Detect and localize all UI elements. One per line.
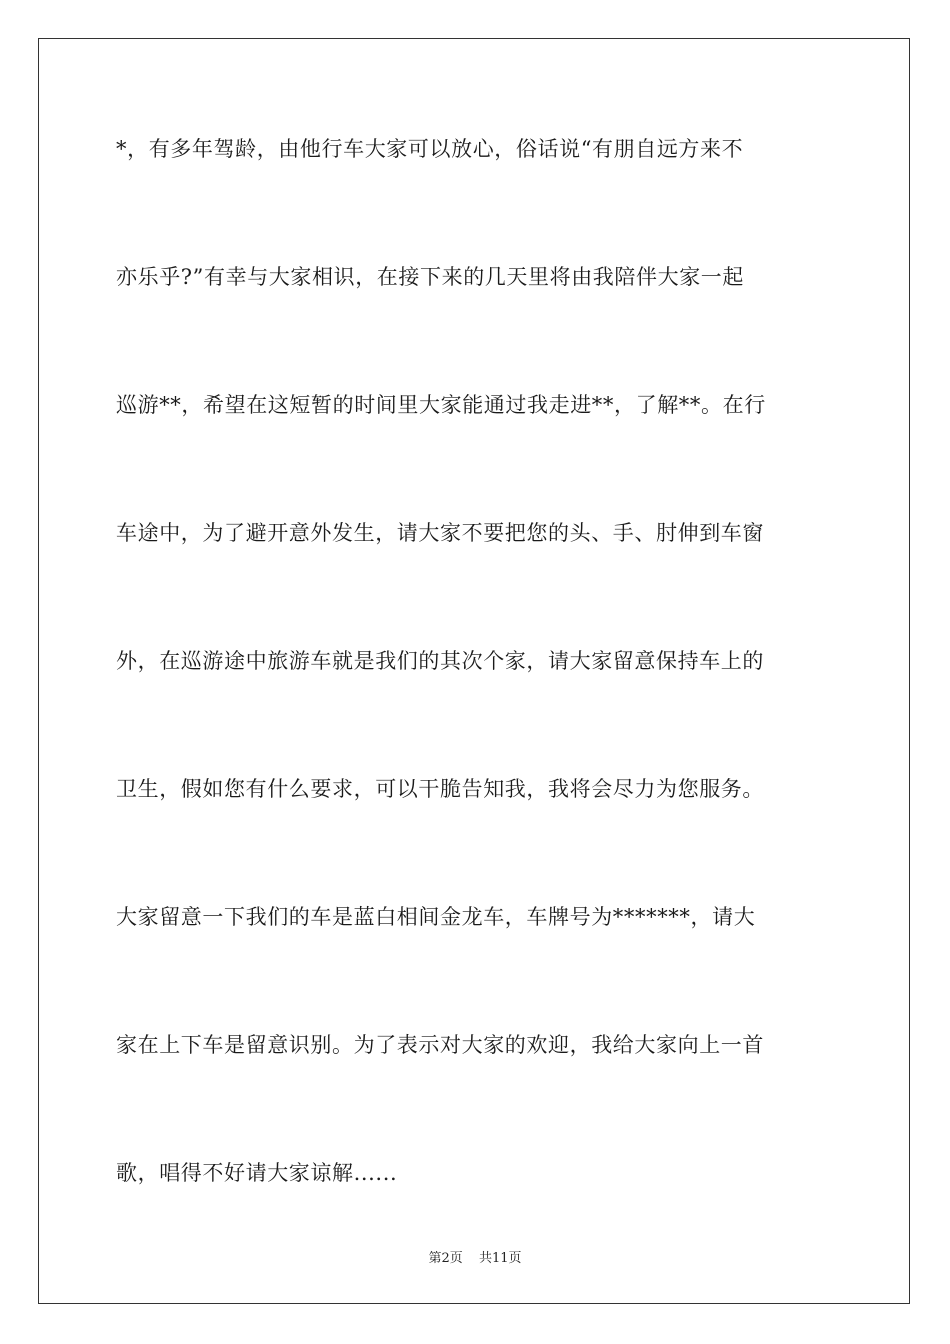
- text-line: 卫生，假如您有什么要求，可以干脆告知我，我将会尽力为您服务。: [116, 777, 764, 801]
- text-line: 家在上下车是留意识别。为了表示对大家的欢迎，我给大家向上一首: [116, 1033, 764, 1057]
- text-line: 车途中，为了避开意外发生，请大家不要把您的头、手、肘伸到车窗: [116, 521, 764, 545]
- text-line: 亦乐乎?”有幸与大家相识，在接下来的几天里将由我陪伴大家一起: [116, 265, 744, 289]
- text-line: 歌，唱得不好请大家谅解......: [116, 1161, 398, 1185]
- page-number-current: 第2页: [428, 1251, 463, 1266]
- text-line: *，有多年驾龄，由他行车大家可以放心，俗话说“有朋自远方来不: [116, 137, 744, 161]
- text-line: 大家留意一下我们的车是蓝白相间金龙车，车牌号为*******，请大: [116, 905, 756, 929]
- text-line: 巡游**，希望在这短暂的时间里大家能通过我走进**，了解**。在行: [116, 393, 766, 417]
- text-line: 外，在巡游途中旅游车就是我们的其次个家，请大家留意保持车上的: [116, 649, 764, 673]
- page-number-total: 共11页: [478, 1251, 522, 1266]
- page-footer: [0, 1247, 950, 1266]
- document-body: [116, 118, 836, 1270]
